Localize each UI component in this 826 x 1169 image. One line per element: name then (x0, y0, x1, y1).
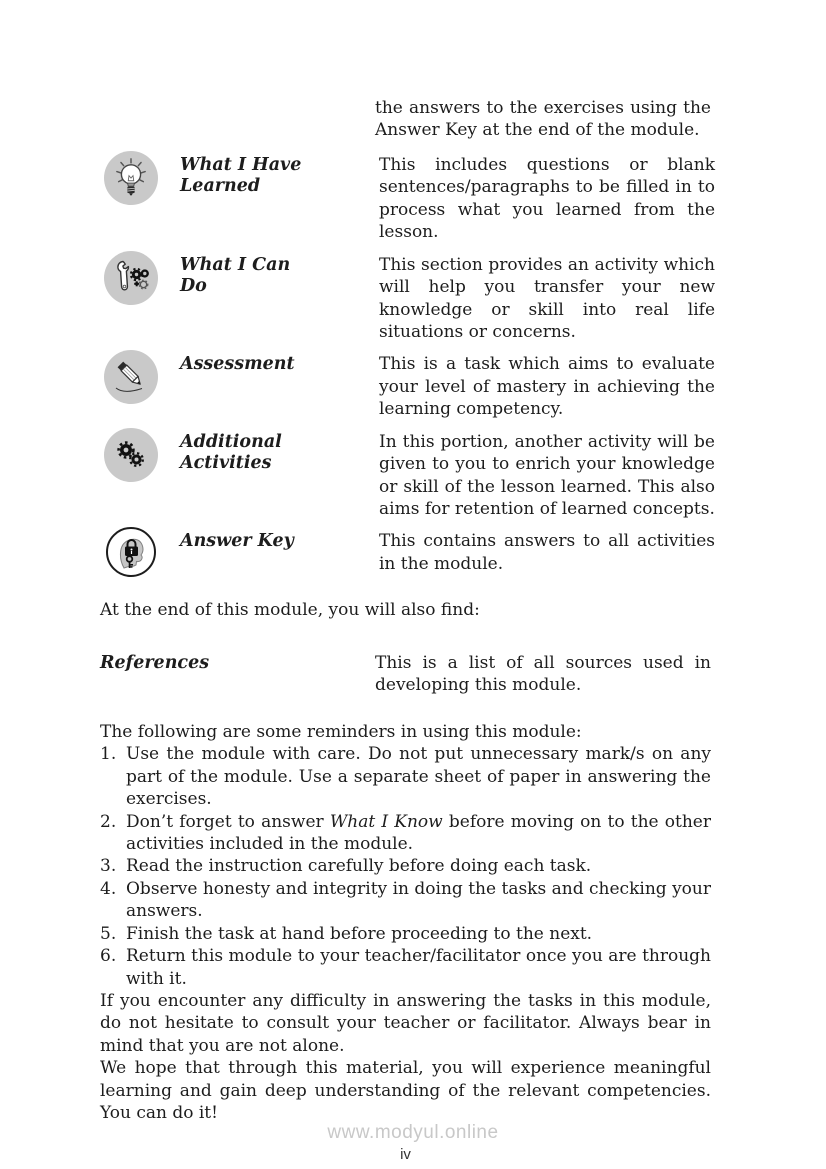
list-item-text: Observe honesty and integrity in doing the tasks and checking your answers. (126, 878, 711, 922)
icon-cell (100, 353, 180, 404)
label-cell (180, 530, 379, 552)
list-item (100, 923, 711, 945)
list-item (100, 855, 711, 877)
label-cell (180, 431, 379, 475)
guide-description: In this portion, another activity will be given to you to enrich your knowledge or skill of the lesson learned. This also aims for retention of learned concepts. (379, 431, 715, 519)
reminders-heading: The following are some reminders in using this module: (100, 721, 582, 742)
references-description: This is a list of all sources used in developing this module. (375, 652, 711, 696)
list-number: 2. (100, 811, 117, 832)
guide-row-answer-key (100, 530, 715, 577)
list-item (100, 878, 711, 923)
list-number: 1. (100, 744, 117, 765)
label-cell (180, 154, 379, 198)
guide-label: Additional Activities (180, 431, 282, 474)
list-item-text: Use the module with care. Do not put unnecessary mark/s on any part of the module. Use a separate sheet of paper in answering the exercises. (126, 744, 711, 810)
label-cell (100, 652, 375, 697)
references-label: References (100, 652, 210, 673)
label-cell (180, 254, 379, 298)
label-cell (180, 353, 379, 375)
page-number: iv (400, 1145, 411, 1163)
guide-description: This is a task which aims to evaluate your level of mastery in achieving the learning competency. (379, 354, 715, 420)
list-item-text: Read the instruction carefully before doing each task. (126, 856, 592, 877)
list-text-pre: Don’t forget to answer (126, 811, 330, 832)
guide-row-additional-activities (100, 431, 715, 521)
answer-key-icon (106, 527, 156, 577)
watermark: www.modyul.online (327, 1121, 499, 1143)
list-item (100, 811, 711, 856)
list-item-text: Finish the task at hand before proceeding to the next. (126, 923, 593, 944)
guide-row-assessment (100, 353, 715, 420)
list-item (100, 945, 711, 990)
list-text-post: before moving on to the other activities included in the module. (126, 811, 711, 854)
list-number: 5. (100, 923, 117, 944)
list-item (100, 743, 711, 810)
icon-cell (100, 530, 180, 577)
guide-row-what-i-have-learned (100, 154, 715, 244)
guide-row-what-i-can-do (100, 254, 715, 344)
list-number: 4. (100, 878, 117, 899)
tools-icon (104, 251, 158, 305)
guide-description: This contains answers to all activities in the module. (379, 531, 715, 574)
list-number: 3. (100, 856, 117, 877)
guide-label: Assessment (180, 354, 295, 375)
guide-label: What I Have Learned (180, 154, 302, 197)
references-row (100, 652, 711, 697)
end-note: At the end of this module, you will also find: (100, 600, 480, 621)
reminders-list (100, 743, 711, 990)
guide-description: This includes questions or blank sentences/paragraphs to be filled in to process what you learned from the lesson. (379, 154, 715, 243)
closing-paragraph-1: If you encounter any difficulty in answering the tasks in this module, do not hesitate to consult your teacher or facilitator. Always bear in mind that you are not alone. (100, 991, 711, 1056)
list-text-italic: What I Know (329, 811, 443, 832)
icon-cell (100, 254, 180, 305)
list-item-text (126, 811, 711, 856)
list-number: 6. (100, 946, 117, 967)
guide-label: What I Can Do (180, 254, 291, 296)
intro-continuation-paragraph: the answers to the exercises using the Answer Key at the end of the module. (375, 98, 711, 141)
closing-paragraph-2: We hope that through this material, you will experience meaningful learning and gain deep understanding of the relevant competencies. You can do it! (100, 1058, 711, 1124)
list-item-text: Return this module to your teacher/facilitator once you are through with it. (126, 946, 711, 989)
lightbulb-icon (104, 151, 158, 205)
guide-label: Answer Key (180, 531, 294, 552)
gears-icon (104, 428, 158, 482)
icon-cell (100, 154, 180, 205)
icon-cell (100, 431, 180, 482)
pencil-icon (104, 350, 158, 404)
guide-description: This section provides an activity which will help you transfer your new knowledge or skill into real life situations or concerns. (379, 254, 715, 342)
